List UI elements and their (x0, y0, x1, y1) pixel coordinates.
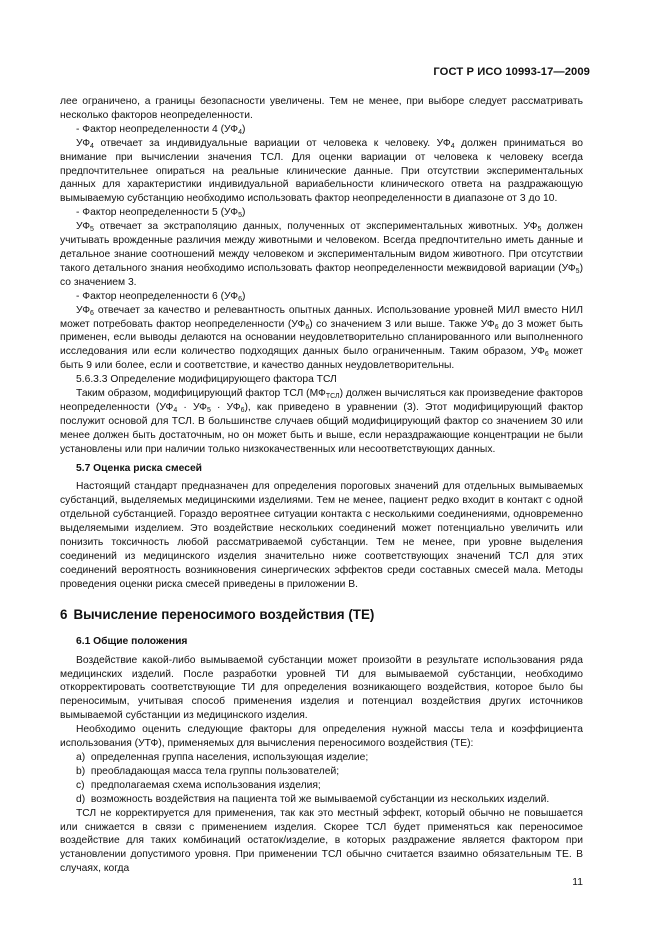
intro-paragraph: лее ограничено, а границы безопасности увеличены. Тем не менее, при выборе следует рассматривать несколько факторов неопределенности. (60, 96, 583, 121)
section-61-paragraph-3: ТСЛ не корректируется для применения, так как это местный эффект, который обычно не повышается или снижается в связи с применением изделия. Скорее ТСЛ будет применяться как переносимое воздействие для таких комбинаций остаток/изделие, в которых раздражение является фактором при установлении допустимого уровня. При применении ТСЛ обычно считается взаимно обязательным ТЕ. В случаях, когда (60, 807, 583, 875)
section-5633-paragraph: Таким образом, модифицирующий фактор ТСЛ $(МФ_{ТСЛ})$ должен вычисляться как произведение факторов неопределенности $(УФ_4 \cdot УФ_5 \cdot УФ_6)$, как приведено в уравнении (3). Этот модифицирующий фактор послужит основой для ТСЛ. В большинстве случаев общий модифицирующий фактор со значением 30 или менее должен быть достаточным, но он может быть и выше, если нераздражающие концентрации не были установлены или при наличии только низкокачественных или несоответствующих данных. (60, 388, 583, 455)
section-61-heading: 6.1 Общие положения (76, 635, 188, 647)
factors-list (60, 751, 583, 807)
section-5633-title: 5.6.3.3 Определение модифицирующего фактора ТСЛ (76, 374, 337, 386)
uf4-paragraph: $УФ_4$ отвечает за индивидуальные вариации от человека к человеку. $УФ_4$ должен приниматься во внимание при вычислении значения ТСЛ. Для оценки вариации от человека к человеку всегда предпочтительнее опираться на реальные клинические данные. При отсутствии экспериментальных данных для характеристики индивидуальной вариабельности клинического ответа на раздражающую вымываемую субстанцию необходимо использовать фактор неопределенности в диапазоне от 3 до 10. (60, 137, 584, 205)
page-content (60, 95, 583, 876)
list-item: b) преобладающая масса тела группы пользователей; (76, 765, 340, 777)
section-61-paragraph-1: Воздействие какой-либо вымываемой субстанции может произойти в результате использования ряда медицинских изделий. После разработки уровней ТИ для вымываемой субстанции, необходимо откорректировать соответствующие ТИ для определения возникающего воздействия, которое было бы переносимым, учитывая способ применения изделия и потенциал воздействия других источников вымываемой субстанции из медицинского изделия. (60, 654, 583, 722)
uf5-paragraph: $УФ_5$ отвечает за экстраполяцию данных, полученных от экспериментальных животных. $УФ_5$ должен учитывать врожденные различия между животными и человеком. Всегда предпочтительно иметь данные и детальное знание соотношений между человеком и экспериментальным видом животного. При отсутствии такого детального знания необходимо использовать фактор неопределенности межвидовой вариации $(УФ_5)$ со значением 3. (60, 221, 583, 288)
list-item: a) определенная группа населения, использующая изделие; (76, 751, 369, 763)
list-item: d) возможность воздействия на пациента той же вымываемой субстанции из нескольких изделий. (76, 793, 550, 805)
section-61-paragraph-2: Необходимо оценить следующие факторы для определения нужной массы тела и коэффициента использования (УТФ), применяемых для вычисления переносимого воздействия (ТЕ): (60, 724, 583, 750)
uf5-title: - Фактор неопределенности 5 $(УФ_5)$ (76, 207, 246, 220)
section-57-paragraph: Настоящий стандарт предназначен для определения пороговых значений для отдельных вымываемых субстанций, выделяемых медицинскими изделиями. Тем не менее, пациент редко входит в контакт с одной отдельной субстанцией. Гораздо вероятнее ситуации контакта с несколькими соединениями, одновременно выделяемыми изделием. Это воздействие нескольких соединений может потенциально увеличить или понизить токсичность любой рассматриваемой субстанции. Тем не менее, при уровне выделения соединений из медицинского изделия значительно ниже соответствующих значений ТСЛ для этих соединений вероятность возникновения синергических эффектов среди составных смесей мала. Методы проведения оценки риска смесей приведены в приложении В. (60, 481, 583, 590)
page-number: 11 (572, 877, 583, 888)
document-header: ГОСТ Р ИСО 10993-17—2009 (433, 66, 590, 78)
uf6-title: - Фактор неопределенности 6 $(УФ_6)$ (76, 290, 246, 303)
section-6-heading: 6 Вычисление переносимого воздействия (ТЕ) (60, 606, 375, 622)
list-item: c) предполагаемая схема использования изделия; (76, 779, 321, 791)
uf4-title: - Фактор неопределенности 4 $(УФ_4)$ (76, 123, 246, 136)
uf6-paragraph: $УФ_6$ отвечает за качество и релевантность опытных данных. Использование уровней МИЛ вместо НИЛ может потребовать фактор неопределенности $(УФ_6)$ со значением 3 или выше. Также $УФ_6$ до 3 может быть применен, если выводы делаются на основании неудовлетворительно спланированного или выполненного исследования или если количество подходящих данных было ограниченным. Таким образом, $УФ_6$ может быть 9 или более, если и соответствие, и качество данных неудовлетворительны. (60, 304, 583, 372)
section-57-heading: 5.7 Оценка риска смесей (76, 462, 203, 474)
